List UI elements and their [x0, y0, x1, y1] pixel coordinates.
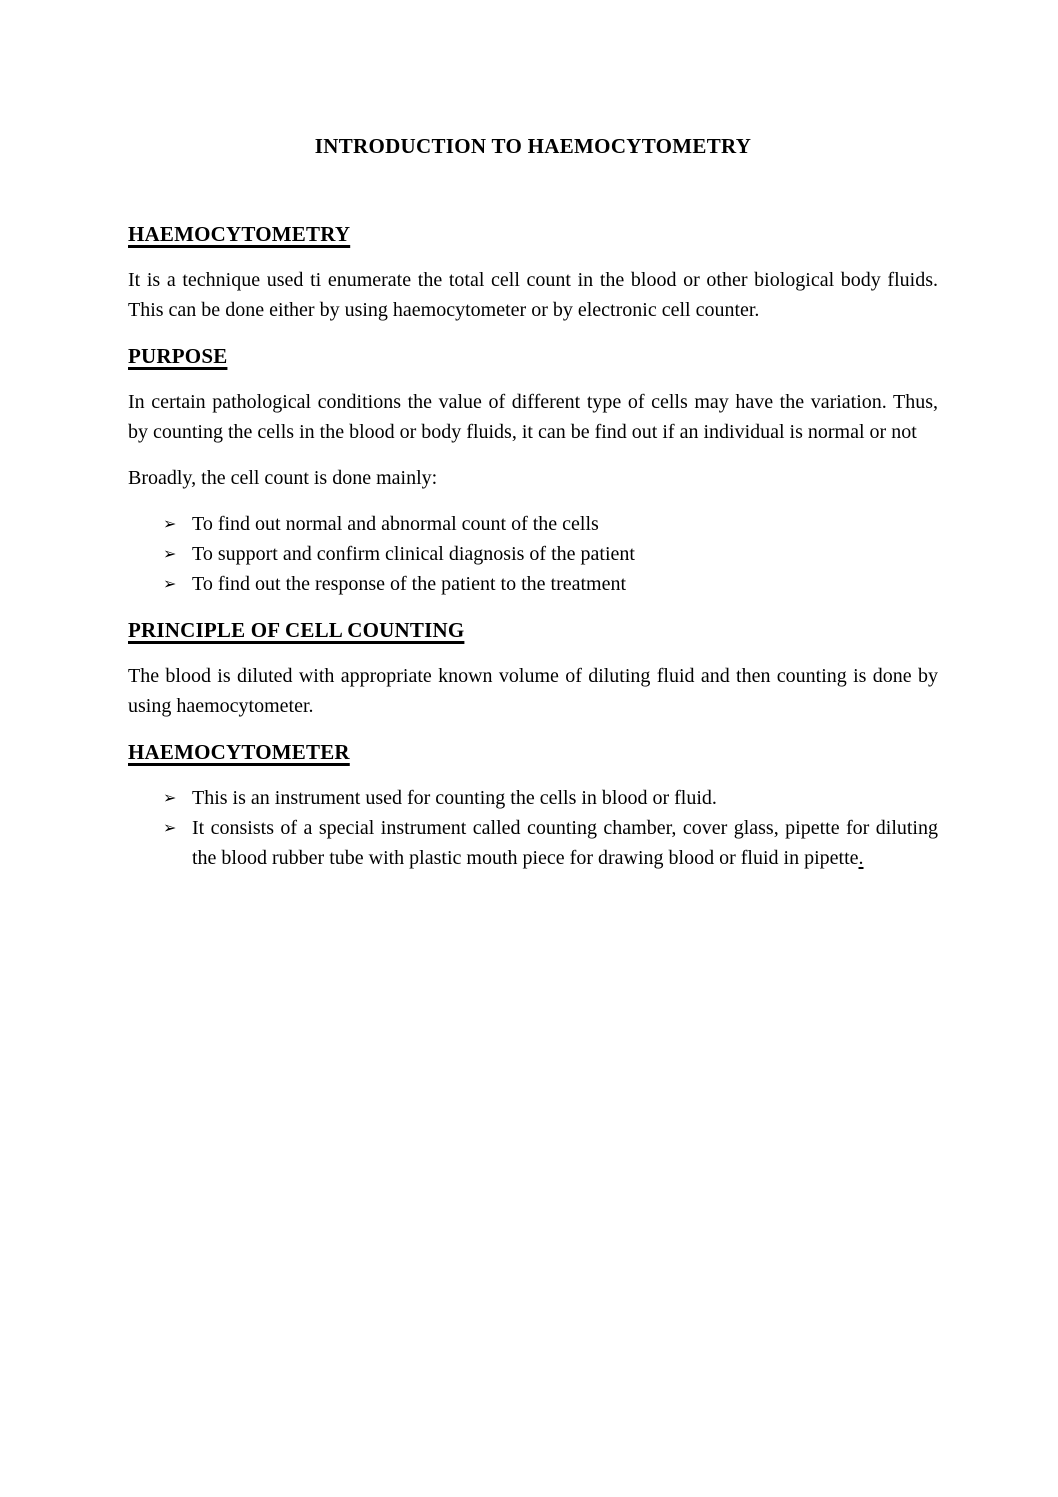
heading-principle-text: PRINCIPLE OF CELL COUNTING	[128, 618, 465, 642]
heading-haemocytometry-text: HAEMOCYTOMETRY	[128, 222, 351, 246]
list-item	[128, 569, 938, 599]
heading-haemocytometer-text: HAEMOCYTOMETER	[128, 740, 350, 764]
paragraph-purpose: In certain pathological conditions the value of different type of cells may have the variation. Thus, by counting the cells in the blood or body fluids, it can be find out if an individual is normal or not	[128, 391, 938, 443]
bullet-text: It consists of a special instrument called counting chamber, cover glass, pipette for diluting the blood rubber tube with plastic mouth piece for drawing blood or fluid in pipette	[192, 817, 938, 869]
paragraph-principle: The blood is diluted with appropriate known volume of diluting fluid and then counting is done by using haemocytometer.	[128, 665, 938, 717]
arrow-bullet-icon: ➢	[163, 818, 177, 837]
list-item	[128, 509, 938, 539]
list-item	[128, 783, 938, 813]
paragraph-haemocytometry: It is a technique used ti enumerate the total cell count in the blood or other biological body fluids. This can be done either by using haemocytometer or by electronic cell counter.	[128, 269, 938, 321]
heading-purpose-text: PURPOSE	[128, 344, 228, 368]
bullet-text: This is an instrument used for counting the cells in blood or fluid.	[192, 787, 717, 809]
arrow-bullet-icon: ➢	[163, 544, 177, 563]
document-title: INTRODUCTION TO HAEMOCYTOMETRY	[314, 134, 752, 158]
paragraph-purpose-intro: Broadly, the cell count is done mainly:	[128, 467, 438, 489]
heading-principle-of-cell-counting	[128, 615, 938, 645]
haemocytometer-bullet-list	[128, 783, 938, 873]
bullet-text: To find out normal and abnormal count of the cells	[192, 513, 599, 535]
bullet-text: To support and confirm clinical diagnosis of the patient	[192, 543, 635, 565]
purpose-bullet-list	[128, 509, 938, 599]
bullet-text: To find out the response of the patient to the treatment	[192, 573, 627, 595]
arrow-bullet-icon: ➢	[163, 574, 177, 593]
heading-haemocytometer	[128, 737, 938, 767]
arrow-bullet-icon: ➢	[163, 788, 177, 807]
list-item	[128, 813, 938, 873]
list-item	[128, 539, 938, 569]
heading-haemocytometry	[128, 219, 938, 249]
arrow-bullet-icon: ➢	[163, 514, 177, 533]
heading-purpose	[128, 341, 938, 371]
bullet-text-tail: .	[858, 847, 864, 869]
